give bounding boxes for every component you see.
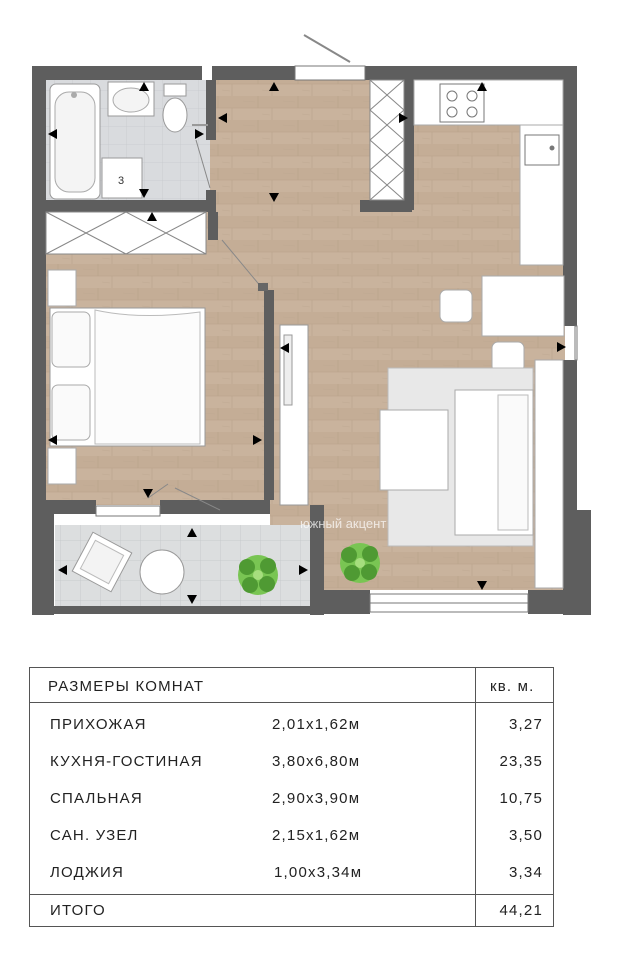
dining-chair [440,290,472,322]
watermark: южный акцент [300,516,387,531]
room-number: 3 [118,175,125,187]
toilet [163,84,187,132]
room-size: 1,00х3,34м [274,864,363,881]
bath-door [192,124,208,126]
room-size: 2,15х1,62м [272,827,361,844]
room-size-table [29,667,554,927]
total-divider [30,894,553,895]
header-area: кв. м. [490,678,535,695]
round-table [140,550,184,594]
header-rooms: РАЗМЕРЫ КОМНАТ [48,678,205,695]
room-area: 3,27 [509,716,543,733]
bedroom-wardrobe [46,212,206,254]
bed [50,308,205,446]
coffee-table [380,410,448,490]
nightstand-top [48,270,76,306]
room-size: 2,90х3,90м [272,790,361,807]
plant-loggia [238,555,278,595]
hall-wardrobe [370,80,404,200]
room-area: 3,50 [509,827,543,844]
plant-living [340,543,380,583]
room-name: САН. УЗЕЛ [50,827,139,844]
bathtub [50,84,100,199]
room-area: 10,75 [499,790,543,807]
room-name: ПРИХОЖАЯ [50,716,147,733]
room-size: 2,01х1,62м [272,716,361,733]
kitchen-sink [525,135,559,165]
total-label: ИТОГО [50,902,106,919]
table-column-divider [475,668,476,926]
room-area: 3,34 [509,864,543,881]
room-size: 3,80х6,80м [272,753,361,770]
room-name: КУХНЯ-ГОСТИНАЯ [50,753,203,770]
sofa-chaise [535,360,563,588]
room-name: СПАЛЬНАЯ [50,790,143,807]
dining-table [482,276,564,336]
washbasin [108,82,154,116]
total-area: 44,21 [499,902,543,919]
room-area: 23,35 [499,753,543,770]
header-divider [30,702,553,703]
room-name: ЛОДЖИЯ [50,864,125,881]
balcony-door [304,35,350,62]
nightstand-bottom [48,448,76,484]
